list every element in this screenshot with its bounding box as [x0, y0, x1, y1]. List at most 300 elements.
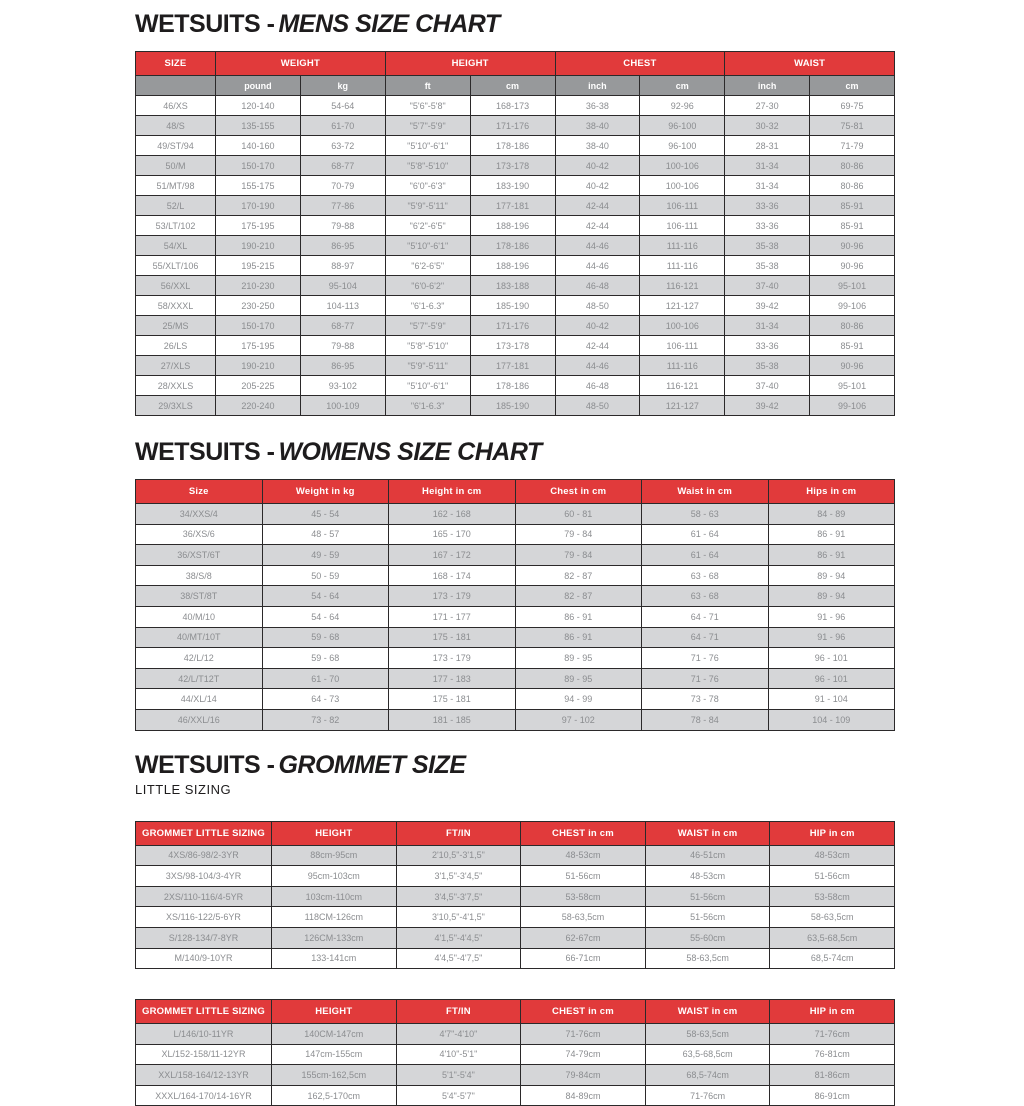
table-cell: 100-106 [640, 156, 725, 176]
table-cell: 64 - 73 [262, 689, 389, 710]
table-cell: 42-44 [555, 216, 640, 236]
table-cell: 185-190 [470, 296, 555, 316]
table-cell: 100-106 [640, 316, 725, 336]
womens-size-chart-section [135, 438, 895, 751]
table-cell: 89 - 94 [768, 586, 895, 607]
table-cell: 53-58cm [521, 886, 646, 907]
table-cell: 185-190 [470, 396, 555, 416]
table-cell: 56/XXL [136, 276, 216, 296]
table-cell: 53/LT/102 [136, 216, 216, 236]
table-cell: 39-42 [725, 396, 810, 416]
table-cell: 111-116 [640, 236, 725, 256]
table-cell: 33-36 [725, 216, 810, 236]
table-cell: 5'4"-5'7" [396, 1085, 521, 1106]
table-cell: 42/L/12 [136, 648, 263, 669]
table-cell: XL/152-158/11-12YR [136, 1044, 272, 1065]
table-cell: 96 - 101 [768, 668, 895, 689]
title-brand-text: WETSUITS - [135, 438, 275, 466]
table-cell: 30-32 [725, 116, 810, 136]
table-cell: 46-48 [555, 276, 640, 296]
table-cell: 27-30 [725, 96, 810, 116]
table-cell: 173 - 179 [389, 586, 516, 607]
table-cell: 33-36 [725, 196, 810, 216]
table-cell: 4'10"-5'1" [396, 1044, 521, 1065]
table-cell: 36/XST/6T [136, 545, 263, 566]
grommet-little-sizing-table-2 [135, 999, 895, 1106]
table-cell: 35-38 [725, 236, 810, 256]
table-cell: 48-50 [555, 396, 640, 416]
table-cell: 40/MT/10T [136, 627, 263, 648]
table-cell: "5'7"-5'9" [385, 316, 470, 336]
table-cell: 88-97 [300, 256, 385, 276]
header-chest-cm: CHEST in cm [521, 821, 646, 845]
table-cell: 190-210 [216, 356, 301, 376]
table-cell: 54/XL [136, 236, 216, 256]
table-cell: 175 - 181 [389, 627, 516, 648]
table-cell: 66-71cm [521, 948, 646, 969]
table-row [136, 96, 895, 116]
table-cell: 29/3XLS [136, 396, 216, 416]
header-grommet-little-sizing: GROMMET LITTLE SIZING [136, 1000, 272, 1024]
title-chart-name: WOMENS SIZE CHART [278, 438, 542, 466]
grommet-header-row [136, 821, 895, 845]
table-cell: 31-34 [725, 156, 810, 176]
table-cell: 178-186 [470, 136, 555, 156]
table-cell: 150-170 [216, 156, 301, 176]
table-cell: 190-210 [216, 236, 301, 256]
table-row [136, 396, 895, 416]
size-chart-page [135, 0, 895, 1106]
table-cell: 61 - 64 [642, 524, 769, 545]
table-cell: 188-196 [470, 256, 555, 276]
table-cell: "5'8"-5'10" [385, 156, 470, 176]
table-cell: 178-186 [470, 376, 555, 396]
table-cell: 106-111 [640, 216, 725, 236]
table-cell: 48-53cm [521, 845, 646, 866]
table-cell: 173-178 [470, 156, 555, 176]
header-height: HEIGHT [385, 52, 555, 76]
table-cell: 120-140 [216, 96, 301, 116]
table-cell: 42-44 [555, 196, 640, 216]
header-height: HEIGHT [272, 1000, 397, 1024]
table-cell: 46/XS [136, 96, 216, 116]
subheader-cm-waist: cm [810, 76, 895, 96]
table-cell: 155-175 [216, 176, 301, 196]
table-cell: 61-70 [300, 116, 385, 136]
table-cell: 205-225 [216, 376, 301, 396]
table-row [136, 648, 895, 669]
table-cell: 73 - 78 [642, 689, 769, 710]
table-cell: 68,5-74cm [645, 1065, 770, 1086]
grommet-table-2-body [136, 1024, 895, 1106]
table-cell: 60 - 81 [515, 504, 642, 525]
table-cell: 96-100 [640, 136, 725, 156]
table-cell: 84 - 89 [768, 504, 895, 525]
table-cell: 42/L/T12T [136, 668, 263, 689]
table-cell: 46-48 [555, 376, 640, 396]
womens-size-table [135, 479, 895, 731]
table-cell: 45 - 54 [262, 504, 389, 525]
table-cell: 49/ST/94 [136, 136, 216, 156]
table-cell: 170-190 [216, 196, 301, 216]
title-chart-name: GROMMET SIZE [278, 750, 466, 779]
table-cell: 100-109 [300, 396, 385, 416]
table-cell: 135-155 [216, 116, 301, 136]
table-cell: 121-127 [640, 396, 725, 416]
table-row [136, 948, 895, 969]
table-cell: "5'8"-5'10" [385, 336, 470, 356]
table-cell: 168-173 [470, 96, 555, 116]
table-cell: 75-81 [810, 116, 895, 136]
table-cell: "5'7"-5'9" [385, 116, 470, 136]
header-grommet-little-sizing: GROMMET LITTLE SIZING [136, 821, 272, 845]
table-cell: 95-101 [810, 376, 895, 396]
table-row [136, 606, 895, 627]
table-cell: 95-101 [810, 276, 895, 296]
table-cell: 48-50 [555, 296, 640, 316]
table-cell: 79-88 [300, 216, 385, 236]
title-brand-text: WETSUITS - [135, 750, 275, 779]
table-cell: S/128-134/7-8YR [136, 927, 272, 948]
table-cell: 140-160 [216, 136, 301, 156]
header-hip-cm: HIP in cm [770, 821, 895, 845]
table-cell: 155cm-162,5cm [272, 1065, 397, 1086]
table-cell: 100-106 [640, 176, 725, 196]
table-cell: XXXL/164-170/14-16YR [136, 1085, 272, 1106]
subheader-ft: ft [385, 76, 470, 96]
table-row [136, 336, 895, 356]
table-cell: 63,5-68,5cm [770, 927, 895, 948]
table-cell: 58/XXXL [136, 296, 216, 316]
title-chart-name: MENS SIZE CHART [278, 10, 500, 38]
table-cell: 36-38 [555, 96, 640, 116]
header-weight-kg: Weight in kg [262, 480, 389, 504]
table-row [136, 668, 895, 689]
table-cell: 86 - 91 [768, 545, 895, 566]
mens-subheader-row [136, 76, 895, 96]
table-cell: 53-58cm [770, 886, 895, 907]
grommet-chart-subtitle: LITTLE SIZING [135, 781, 232, 797]
mens-chart-title [135, 10, 895, 39]
table-cell: 230-250 [216, 296, 301, 316]
table-cell: 68,5-74cm [770, 948, 895, 969]
table-cell: 38/ST/8T [136, 586, 263, 607]
table-cell: 51/MT/98 [136, 176, 216, 196]
table-cell: 80-86 [810, 176, 895, 196]
table-cell: 58 - 63 [642, 504, 769, 525]
table-cell: 173-178 [470, 336, 555, 356]
table-cell: 69-75 [810, 96, 895, 116]
table-cell: 76-81cm [770, 1044, 895, 1065]
table-cell: 50/M [136, 156, 216, 176]
table-cell: 78 - 84 [642, 709, 769, 730]
table-cell: 106-111 [640, 336, 725, 356]
table-cell: 80-86 [810, 316, 895, 336]
table-cell: 58-63,5cm [521, 907, 646, 928]
table-cell: 3'1,5"-3'4,5" [396, 866, 521, 887]
table-cell: 183-190 [470, 176, 555, 196]
table-row [136, 927, 895, 948]
table-cell: 33-36 [725, 336, 810, 356]
table-cell: 68-77 [300, 156, 385, 176]
table-cell: "5'10"-6'1" [385, 136, 470, 156]
table-cell: 42-44 [555, 336, 640, 356]
table-cell: 71-76cm [521, 1024, 646, 1045]
table-cell: 28/XXLS [136, 376, 216, 396]
table-cell: 59 - 68 [262, 648, 389, 669]
table-cell: 178-186 [470, 236, 555, 256]
table-cell: 79 - 84 [515, 545, 642, 566]
table-row [136, 689, 895, 710]
table-cell: 85-91 [810, 196, 895, 216]
grommet-little-sizing-table-1 [135, 821, 895, 970]
table-cell: 111-116 [640, 356, 725, 376]
table-cell: 36/XS/6 [136, 524, 263, 545]
table-cell: 25/MS [136, 316, 216, 336]
table-cell: 48 - 57 [262, 524, 389, 545]
table-cell: 91 - 96 [768, 606, 895, 627]
table-cell: 4'1,5"-4'4,5" [396, 927, 521, 948]
table-cell: 44-46 [555, 256, 640, 276]
table-cell: 55/XLT/106 [136, 256, 216, 276]
table-cell: 162 - 168 [389, 504, 516, 525]
subheader-pound: pound [216, 76, 301, 96]
table-cell: 48-53cm [645, 866, 770, 887]
table-cell: 48-53cm [770, 845, 895, 866]
table-row [136, 866, 895, 887]
table-cell: 58-63,5cm [645, 948, 770, 969]
table-row [136, 136, 895, 156]
table-cell: 104 - 109 [768, 709, 895, 730]
table-cell: 79-88 [300, 336, 385, 356]
table-cell: 91 - 96 [768, 627, 895, 648]
table-cell: 38/S/8 [136, 565, 263, 586]
table-cell: 71-79 [810, 136, 895, 156]
table-cell: 195-215 [216, 256, 301, 276]
table-row [136, 545, 895, 566]
subheader-inch-waist: inch [725, 76, 810, 96]
table-cell: L/146/10-11YR [136, 1024, 272, 1045]
table-row [136, 586, 895, 607]
table-cell: 116-121 [640, 376, 725, 396]
table-row [136, 565, 895, 586]
table-cell: 31-34 [725, 316, 810, 336]
table-cell: 175-195 [216, 216, 301, 236]
table-cell: 5'1"-5'4" [396, 1065, 521, 1086]
table-cell: 31-34 [725, 176, 810, 196]
table-cell: 81-86cm [770, 1065, 895, 1086]
table-cell: 63,5-68,5cm [645, 1044, 770, 1065]
table-row [136, 907, 895, 928]
header-chest: CHEST [555, 52, 725, 76]
header-chest-cm: Chest in cm [515, 480, 642, 504]
table-cell: 82 - 87 [515, 565, 642, 586]
table-cell: "6'0-6'2" [385, 276, 470, 296]
table-cell: "5'9"-5'11" [385, 196, 470, 216]
table-cell: 80-86 [810, 156, 895, 176]
table-cell: "6'0"-6'3" [385, 176, 470, 196]
header-hip-cm: HIP in cm [770, 1000, 895, 1024]
table-cell: 26/LS [136, 336, 216, 356]
grommet-header-row [136, 1000, 895, 1024]
table-cell: "6'2-6'5" [385, 256, 470, 276]
table-cell: 54 - 64 [262, 586, 389, 607]
header-hips-cm: Hips in cm [768, 480, 895, 504]
table-cell: 51-56cm [770, 866, 895, 887]
table-cell: 27/XLS [136, 356, 216, 376]
table-cell: 39-42 [725, 296, 810, 316]
table-cell: 165 - 170 [389, 524, 516, 545]
table-row [136, 116, 895, 136]
table-cell: 4XS/86-98/2-3YR [136, 845, 272, 866]
table-cell: 28-31 [725, 136, 810, 156]
table-cell: 71 - 76 [642, 668, 769, 689]
table-cell: 92-96 [640, 96, 725, 116]
table-cell: 188-196 [470, 216, 555, 236]
table-cell: 121-127 [640, 296, 725, 316]
table-cell: 171-176 [470, 116, 555, 136]
table-row [136, 524, 895, 545]
table-cell: 48/S [136, 116, 216, 136]
table-cell: 88cm-95cm [272, 845, 397, 866]
table-cell: 63 - 68 [642, 565, 769, 586]
table-cell: 71-76cm [770, 1024, 895, 1045]
table-cell: XS/116-122/5-6YR [136, 907, 272, 928]
grommet-table-1-body [136, 845, 895, 969]
table-cell: 63-72 [300, 136, 385, 156]
table-cell: 51-56cm [645, 907, 770, 928]
header-weight: WEIGHT [216, 52, 386, 76]
table-cell: 99-106 [810, 396, 895, 416]
table-cell: 162,5-170cm [272, 1085, 397, 1106]
table-cell: 111-116 [640, 256, 725, 276]
table-row [136, 236, 895, 256]
table-cell: 210-230 [216, 276, 301, 296]
mens-size-table [135, 51, 895, 416]
table-cell: 63 - 68 [642, 586, 769, 607]
table-cell: "5'9"-5'11" [385, 356, 470, 376]
table-cell: 85-91 [810, 336, 895, 356]
header-height-cm: Height in cm [389, 480, 516, 504]
table-cell: 171-176 [470, 316, 555, 336]
table-row [136, 216, 895, 236]
table-cell: 50 - 59 [262, 565, 389, 586]
table-cell: 89 - 94 [768, 565, 895, 586]
table-cell: "5'6"-5'8" [385, 96, 470, 116]
table-row [136, 845, 895, 866]
table-cell: "6'2"-6'5" [385, 216, 470, 236]
table-cell: 118CM-126cm [272, 907, 397, 928]
table-cell: 58-63,5cm [645, 1024, 770, 1045]
table-cell: 37-40 [725, 376, 810, 396]
table-cell: 70-79 [300, 176, 385, 196]
table-cell: 40-42 [555, 316, 640, 336]
table-cell: 55-60cm [645, 927, 770, 948]
womens-table-body [136, 504, 895, 731]
table-cell: 49 - 59 [262, 545, 389, 566]
table-row [136, 504, 895, 525]
table-cell: 58-63,5cm [770, 907, 895, 928]
table-cell: 95cm-103cm [272, 866, 397, 887]
table-cell: 220-240 [216, 396, 301, 416]
table-row [136, 627, 895, 648]
table-cell: 167 - 172 [389, 545, 516, 566]
table-cell: "6'1-6.3" [385, 396, 470, 416]
table-cell: 91 - 104 [768, 689, 895, 710]
table-row [136, 1044, 895, 1065]
table-row [136, 1085, 895, 1106]
table-row [136, 316, 895, 336]
header-height: HEIGHT [272, 821, 397, 845]
table-row [136, 376, 895, 396]
grommet-size-chart-section [135, 751, 895, 1106]
table-cell: 96 - 101 [768, 648, 895, 669]
table-cell: 106-111 [640, 196, 725, 216]
table-cell: M/140/9-10YR [136, 948, 272, 969]
table-cell: 104-113 [300, 296, 385, 316]
mens-table-body [136, 96, 895, 416]
table-cell: 77-86 [300, 196, 385, 216]
table-cell: 79 - 84 [515, 524, 642, 545]
table-cell: 4'4,5"-4'7,5" [396, 948, 521, 969]
table-cell: 183-188 [470, 276, 555, 296]
womens-chart-title [135, 438, 895, 467]
table-cell: 46-51cm [645, 845, 770, 866]
table-cell: 97 - 102 [515, 709, 642, 730]
table-row [136, 709, 895, 730]
table-row [136, 196, 895, 216]
table-cell: 140CM-147cm [272, 1024, 397, 1045]
table-cell: 51-56cm [521, 866, 646, 887]
header-chest-cm: CHEST in cm [521, 1000, 646, 1024]
grommet-chart-title [135, 751, 895, 780]
table-cell: 84-89cm [521, 1085, 646, 1106]
table-cell: 177 - 183 [389, 668, 516, 689]
table-cell: "5'10"-6'1" [385, 376, 470, 396]
table-cell: 40/M/10 [136, 606, 263, 627]
table-cell: 3'4,5"-3'7,5" [396, 886, 521, 907]
header-size: SIZE [136, 52, 216, 76]
table-cell: 52/L [136, 196, 216, 216]
title-brand-text: WETSUITS - [135, 10, 275, 38]
table-cell: 90-96 [810, 256, 895, 276]
subheader-inch-chest: inch [555, 76, 640, 96]
table-cell: 168 - 174 [389, 565, 516, 586]
table-cell: 3'10,5"-4'1,5" [396, 907, 521, 928]
womens-header-row [136, 480, 895, 504]
table-cell: 64 - 71 [642, 627, 769, 648]
table-cell: 64 - 71 [642, 606, 769, 627]
table-cell: 93-102 [300, 376, 385, 396]
table-cell: 175 - 181 [389, 689, 516, 710]
table-cell: 51-56cm [645, 886, 770, 907]
table-cell: 40-42 [555, 176, 640, 196]
table-cell: 62-67cm [521, 927, 646, 948]
table-cell: 147cm-155cm [272, 1044, 397, 1065]
table-cell: 90-96 [810, 356, 895, 376]
table-cell: 71-76cm [645, 1085, 770, 1106]
table-cell: 61 - 64 [642, 545, 769, 566]
mens-header-group-row [136, 52, 895, 76]
table-cell: 150-170 [216, 316, 301, 336]
subheader-cm-chest: cm [640, 76, 725, 96]
table-cell: 86-91cm [770, 1085, 895, 1106]
table-cell: 90-96 [810, 236, 895, 256]
table-cell: 95-104 [300, 276, 385, 296]
table-cell: "5'10"-6'1" [385, 236, 470, 256]
table-cell: 40-42 [555, 156, 640, 176]
table-cell: 2'10,5"-3'1,5" [396, 845, 521, 866]
